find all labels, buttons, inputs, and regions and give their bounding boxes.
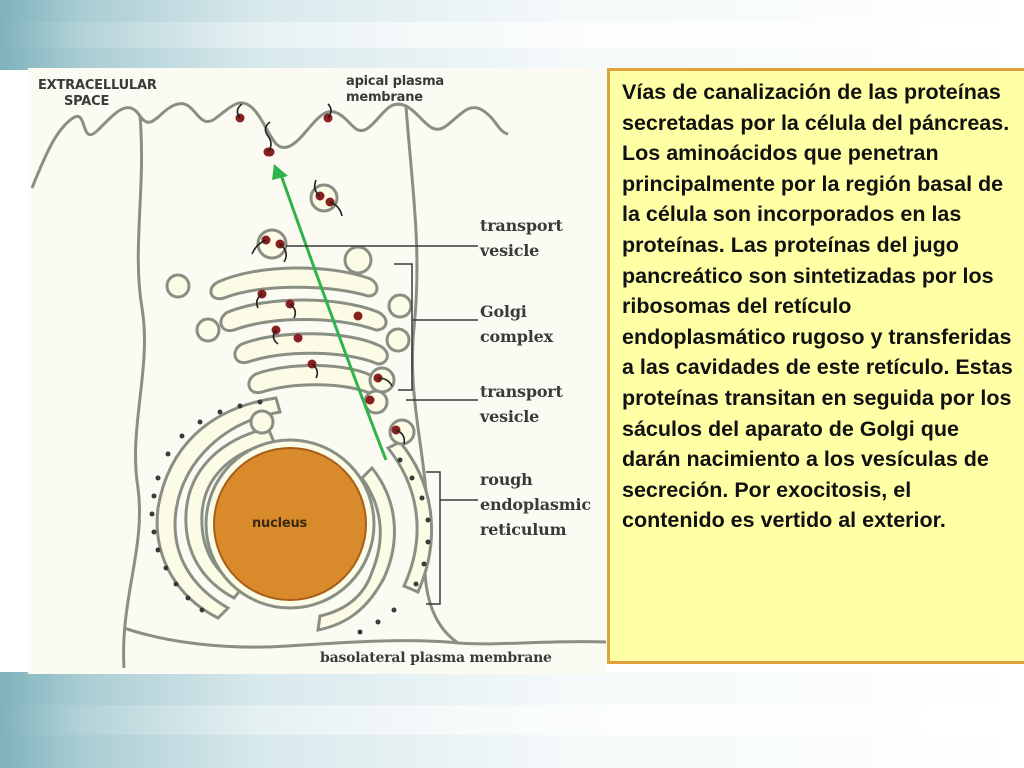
transport-vesicle-mid-line1: transport [480,382,563,401]
apical-line2: membrane [346,90,423,106]
description-panel [607,68,1024,664]
golgi-line2: complex [480,326,553,346]
transport-vesicle-mid-line2: vesicle [480,406,540,426]
cell-diagram-svg [28,68,606,674]
golgi-complex-label [480,300,553,350]
transport-vesicle-mid-label [480,380,563,430]
transport-vesicle-top-line2: vesicle [480,240,540,260]
rer-line3: reticulum [480,519,567,539]
slide-background-bottom-band [0,705,1024,735]
extracellular-space-label [38,78,157,111]
basolateral-membrane-label: basolateral plasma membrane [320,650,552,666]
rer-line1: rough [480,470,533,489]
golgi-line1: Golgi [480,302,527,321]
rer-line2: endoplasmic [480,494,591,514]
apical-membrane-label [346,74,444,107]
cell-membrane [32,103,508,188]
extracellular-line2: SPACE [64,94,110,110]
rough-er-label [480,468,591,542]
slide-background-top-band [0,22,1024,48]
nucleus-label: nucleus [252,516,308,531]
golgi-stack [211,268,388,394]
pathway-arrowhead [272,164,288,180]
apical-line1: apical plasma [346,74,444,89]
basal-membrane [124,628,606,647]
transport-vesicle-top-line1: transport [480,216,563,235]
extracellular-line1: EXTRACELLULAR [38,78,157,93]
transport-vesicle-top-label [480,214,563,264]
description-text: Vías de canalización de las proteínas secretadas por la célula del páncreas. Los aminoácidos que penetran principalmente por la región basal de la célula son incorporados en las proteínas. Las proteínas del jugo pancreático son sintetizadas por los ribosomas del retículo endoplasmático rugoso y transferidas a las cavidades de este retículo. Estas proteínas transitan en seguida por los sáculos del aparato de Golgi que darán nacimiento a los vesículas de secreción. Por exocitosis, el contenido es vertido al exterior. [622,80,1013,533]
pancreatic-cell-diagram [28,68,606,674]
cell-left-wall [124,116,145,668]
